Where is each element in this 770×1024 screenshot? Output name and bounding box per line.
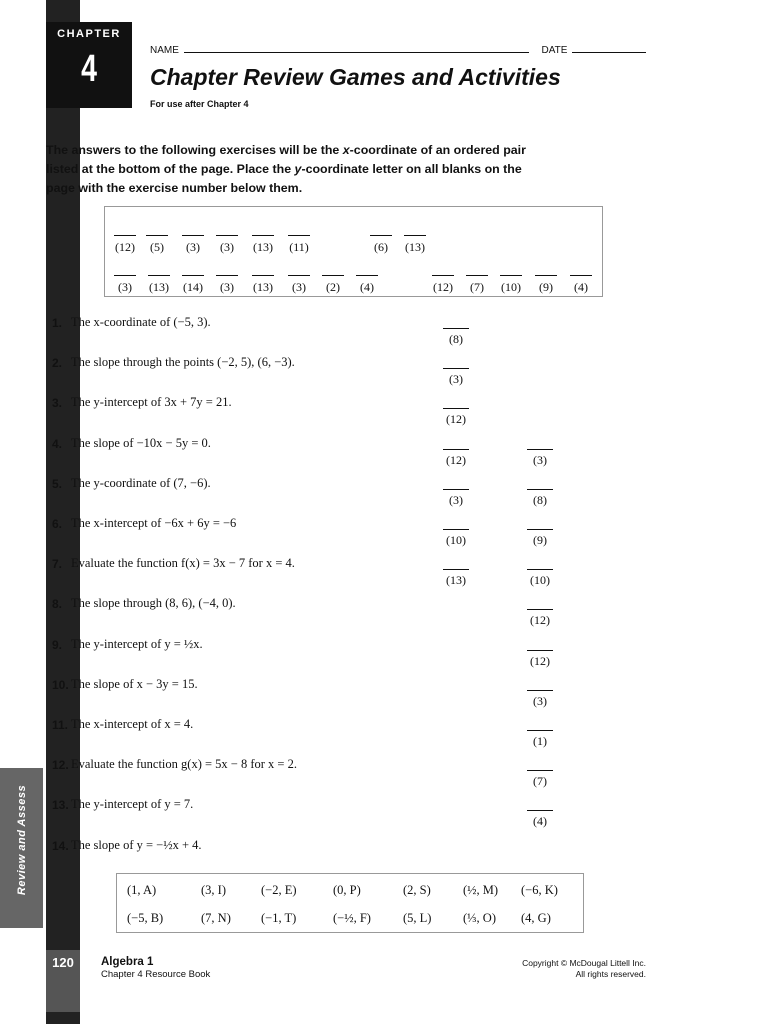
exercise-number: 14. (52, 838, 69, 853)
exercise-number: 9. (52, 637, 63, 652)
instructions-var-x: x (342, 143, 350, 157)
ordered-pair: (⅓, O) (463, 911, 496, 925)
copyright-line-1: Copyright © McDougal Littell Inc. (522, 958, 646, 968)
answer-blank-line[interactable] (527, 642, 553, 651)
exercise-number: 10. (52, 677, 69, 692)
answer-blank[interactable] (520, 682, 560, 709)
answer-blank-line[interactable] (527, 682, 553, 691)
decode-blank[interactable] (109, 265, 141, 295)
answer-blank[interactable] (436, 561, 476, 588)
answer-blank-line[interactable] (114, 225, 136, 236)
answer-blank-line[interactable] (527, 722, 553, 731)
answer-blank[interactable] (520, 762, 560, 789)
ordered-pair: (½, M) (463, 883, 499, 897)
exercise-number: 2. (52, 356, 63, 371)
ordered-pair: (−5, B) (127, 911, 164, 925)
answer-exercise-label: (10) (530, 573, 550, 588)
answer-blank-line[interactable] (527, 601, 553, 610)
exercise-text: The y-coordinate of (7, −6). (71, 475, 211, 490)
decode-blank[interactable] (143, 265, 175, 295)
answer-blank-line[interactable] (527, 441, 553, 450)
exercise-text: The slope of x − 3y = 15. (71, 676, 198, 691)
instructions-var-y: y (294, 162, 302, 176)
decode-exercise-number: (12) (115, 240, 135, 254)
answer-blank[interactable] (436, 441, 476, 468)
ordered-pair: (−6, K) (521, 883, 558, 897)
answer-blank-line[interactable] (146, 225, 168, 236)
name-date-row (150, 45, 646, 56)
ordered-pair: (−½, F) (333, 911, 371, 925)
answer-blank-line[interactable] (443, 360, 469, 369)
decode-puzzle-box (104, 206, 603, 297)
decode-exercise-number: (13) (253, 240, 273, 254)
decode-exercise-number: (3) (220, 280, 234, 294)
exercise-number: 5. (52, 476, 63, 491)
answer-blank[interactable] (436, 360, 476, 387)
decode-exercise-number: (2) (326, 280, 340, 294)
decode-exercise-number: (13) (253, 280, 273, 294)
decode-blank[interactable] (365, 225, 397, 255)
decode-exercise-number: (12) (433, 280, 453, 294)
answer-blank-line[interactable] (443, 441, 469, 450)
exercise-number: 13. (52, 798, 69, 813)
exercise-number: 1. (52, 316, 63, 330)
answer-blank-line[interactable] (432, 265, 454, 276)
decode-blank[interactable] (283, 265, 315, 295)
exercise-number: 12. (52, 758, 69, 773)
answer-exercise-label: (3) (533, 693, 547, 708)
exercise-text: Evaluate the function g(x) = 5x − 8 for x = 2. (71, 757, 297, 772)
ordered-pairs-box (116, 873, 584, 933)
answer-blank[interactable] (520, 441, 560, 468)
ordered-pair: (7, N) (201, 911, 231, 925)
answer-blank-line[interactable] (443, 481, 469, 490)
answer-blank-line[interactable] (527, 561, 553, 570)
answer-blank-line[interactable] (288, 225, 310, 236)
answer-blank[interactable] (520, 561, 560, 588)
answer-blank-line[interactable] (443, 400, 469, 409)
answer-blank-line[interactable] (182, 225, 204, 236)
decode-blank[interactable] (317, 265, 349, 295)
decode-blank[interactable] (177, 265, 209, 295)
answer-blank-line[interactable] (114, 265, 136, 276)
date-field[interactable] (572, 52, 646, 53)
exercise-number: 6. (52, 517, 63, 531)
answer-blank-line[interactable] (570, 265, 592, 276)
decode-exercise-number: (4) (574, 280, 588, 294)
answer-blank-line[interactable] (535, 265, 557, 276)
answer-blank[interactable] (520, 481, 560, 508)
answer-blank-line[interactable] (527, 802, 553, 811)
answer-exercise-label: (12) (446, 412, 466, 427)
chapter-badge (46, 22, 132, 108)
answer-blank-line[interactable] (466, 265, 488, 276)
copyright (470, 958, 646, 980)
exercise-text: Evaluate the function f(x) = 3x − 7 for x = 4. (71, 556, 295, 571)
answer-blank-line[interactable] (527, 481, 553, 490)
answer-blank[interactable] (520, 722, 560, 749)
ordered-pair: (1, A) (127, 883, 157, 897)
answer-exercise-label: (7) (533, 774, 547, 789)
answer-blank-line[interactable] (288, 265, 310, 276)
exercise-number: 8. (52, 597, 63, 612)
exercise-number: 11. (52, 718, 69, 732)
answer-exercise-label: (12) (530, 653, 550, 668)
answer-exercise-label: (1) (533, 734, 547, 748)
page-title: Chapter Review Games and Activities (150, 64, 561, 90)
instructions (46, 141, 546, 198)
decode-exercise-number: (13) (149, 280, 169, 294)
review-assess-tab-label: Review and Assess (16, 784, 28, 896)
exercise-text: The y-intercept of y = 7. (71, 797, 194, 812)
decode-blank[interactable] (211, 265, 243, 295)
decode-blank[interactable] (427, 265, 459, 295)
answer-exercise-label: (4) (533, 814, 547, 829)
answer-blank-line[interactable] (443, 521, 469, 530)
chapter-label: CHAPTER (57, 28, 121, 40)
decode-blank[interactable] (495, 265, 527, 295)
answer-blank-line[interactable] (182, 265, 204, 276)
decode-blank[interactable] (211, 225, 243, 255)
exercise-text: The slope of y = −½x + 4. (71, 837, 202, 852)
answer-blank-line[interactable] (252, 225, 274, 236)
answer-blank-line[interactable] (527, 521, 553, 530)
name-label: NAME (150, 45, 179, 56)
exercise-text: The y-intercept of y = ½x. (71, 636, 203, 651)
answer-exercise-label: (3) (533, 452, 547, 467)
decode-blank[interactable] (565, 265, 597, 295)
answer-blank-line[interactable] (252, 265, 274, 276)
decode-exercise-number: (9) (539, 280, 553, 294)
decode-exercise-number: (3) (118, 280, 132, 294)
answer-blank-line[interactable] (322, 265, 344, 276)
ordered-pair: (4, G) (521, 911, 551, 925)
name-field[interactable] (184, 52, 529, 53)
page-number: 120 (52, 955, 74, 970)
decode-exercise-number: (14) (183, 280, 203, 294)
decode-blank[interactable] (351, 265, 383, 295)
decode-blank[interactable] (247, 265, 279, 295)
ordered-pair: (2, S) (403, 883, 431, 897)
copyright-line-2: All rights reserved. (575, 969, 646, 979)
decode-exercise-number: (3) (292, 280, 306, 294)
decode-blank[interactable] (109, 225, 141, 255)
answer-blank-line[interactable] (404, 225, 426, 236)
exercise-text: The slope of −10x − 5y = 0. (71, 435, 211, 450)
answer-blank-line[interactable] (443, 320, 469, 329)
exercise-text: The y-intercept of 3x + 7y = 21. (71, 395, 232, 410)
exercise-number: 3. (52, 396, 63, 411)
decode-exercise-number: (13) (405, 240, 425, 254)
answer-exercise-label: (3) (449, 492, 463, 507)
answer-exercise-label: (12) (530, 613, 550, 628)
answer-blank-line[interactable] (527, 762, 553, 771)
page-subtitle: For use after Chapter 4 (150, 99, 249, 109)
decode-blank[interactable] (399, 225, 431, 255)
decode-exercise-number: (3) (186, 240, 200, 254)
answer-exercise-label: (3) (449, 372, 463, 387)
answer-blank[interactable] (436, 320, 476, 347)
footer-book-title: Algebra 1 (101, 956, 154, 968)
exercise-number: 4. (52, 436, 63, 451)
decode-blank[interactable] (141, 225, 173, 255)
decode-blank[interactable] (530, 265, 562, 295)
answer-blank[interactable] (436, 481, 476, 508)
ordered-pair: (5, L) (403, 911, 432, 925)
answer-blank[interactable] (436, 521, 476, 548)
instructions-text-1: The answers to the following exercises will be the (46, 143, 343, 157)
answer-blank-line[interactable] (443, 561, 469, 570)
answer-blank-line[interactable] (500, 265, 522, 276)
answer-blank[interactable] (520, 642, 560, 669)
review-assess-tab (0, 768, 43, 928)
decode-blank[interactable] (283, 225, 315, 255)
answer-blank-line[interactable] (370, 225, 392, 236)
answer-blank[interactable] (520, 601, 560, 628)
answer-exercise-label: (8) (533, 492, 547, 507)
decode-exercise-number: (7) (470, 280, 484, 294)
exercise-text: The slope through the points (−2, 5), (6, −3). (71, 355, 295, 370)
answer-blank-line[interactable] (216, 265, 238, 276)
decode-exercise-number: (11) (289, 240, 309, 254)
decode-blank[interactable] (247, 225, 279, 255)
footer-resource: Chapter 4 Resource Book (101, 969, 211, 980)
decode-exercise-number: (5) (150, 240, 164, 254)
answer-blank[interactable] (520, 521, 560, 548)
exercise-text: The x-coordinate of (−5, 3). (71, 315, 211, 329)
answer-blank-line[interactable] (148, 265, 170, 276)
answer-blank[interactable] (520, 802, 560, 829)
answer-exercise-label: (10) (446, 533, 466, 547)
decode-exercise-number: (6) (374, 240, 388, 254)
ordered-pair: (3, I) (201, 883, 226, 897)
ordered-pair: (−2, E) (261, 883, 297, 897)
instructions-text-2: -coordinate of an ordered pair listed at the bottom of the page. Place the (46, 143, 526, 176)
ordered-pair: (0, P) (333, 883, 361, 897)
exercise-text: The x-intercept of −6x + 6y = −6 (71, 516, 237, 530)
exercise-text: The x-intercept of x = 4. (71, 717, 194, 731)
answer-exercise-label: (8) (449, 332, 463, 346)
answer-exercise-label: (9) (533, 533, 547, 547)
date-label: DATE (541, 45, 568, 56)
answer-blank[interactable] (436, 400, 476, 427)
decode-exercise-number: (3) (220, 240, 234, 254)
answer-blank-line[interactable] (356, 265, 378, 276)
instructions-text-3: -coordinate letter on all blanks on the page with the exercise number below them. (46, 162, 522, 195)
decode-exercise-number: (4) (360, 280, 374, 294)
exercise-number: 7. (52, 557, 63, 572)
answer-blank-line[interactable] (216, 225, 238, 236)
answer-exercise-label: (13) (446, 573, 466, 588)
chapter-number: 4 (81, 48, 97, 90)
decode-blank[interactable] (461, 265, 493, 295)
ordered-pair: (−1, T) (261, 911, 297, 925)
answer-exercise-label: (12) (446, 452, 466, 467)
decode-exercise-number: (10) (501, 280, 521, 294)
decode-blank[interactable] (177, 225, 209, 255)
exercise-text: The slope through (8, 6), (−4, 0). (71, 596, 236, 611)
